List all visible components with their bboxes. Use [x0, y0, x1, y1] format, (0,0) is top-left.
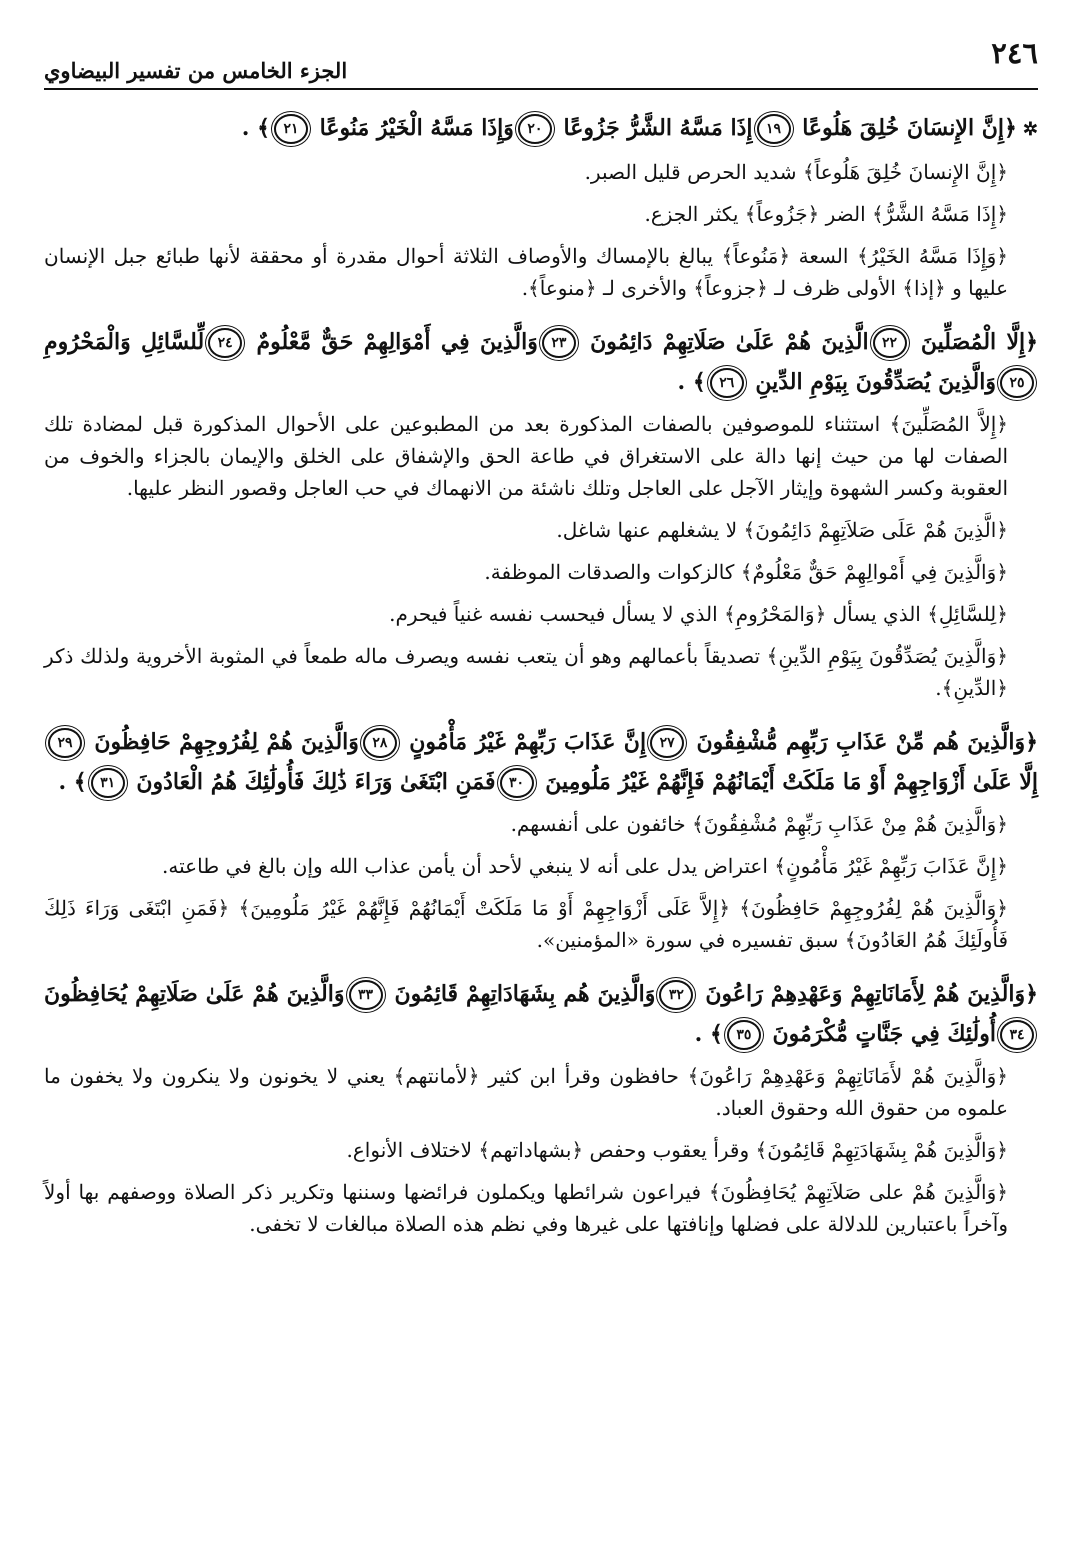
- commentary-paragraph: ﴿إِنَّ الإِنسانَ خُلِقَ هَلُوعاً﴾ شديد الحرص قليل الصبر.: [584, 160, 1008, 184]
- commentary-paragraph: ﴿وَالَّذِينَ فِي أَمْوالِهِمْ حَقٌّ مَعْلُومٌ﴾ كالزكوات والصدقات الموظفة.: [484, 560, 1008, 584]
- verse-text: إِلَّا عَلَىٰ أَزْوَاجِهِمْ أَوْ مَا مَلَكَتْ أَيْمَانُهُمْ فَإِنَّهُمْ غَيْرُ مَلُومِينَ: [537, 769, 1038, 795]
- commentary-paragraph: ﴿الَّذِينَ هُمْ عَلَى صَلاَتِهِمْ دَائِمُونَ﴾ لا يشغلهم عنها شاغل.: [556, 518, 1008, 542]
- verse-text: ﴾ .: [58, 769, 87, 795]
- ayah-number-marker: ٢٤: [208, 328, 242, 358]
- verse-text: ﴿إِنَّ الإِنسَانَ خُلِقَ هَلُوعًا: [794, 115, 1017, 141]
- verse-text: ﴾ .: [677, 369, 706, 395]
- commentary-paragraph: ﴿وَالَّذِينَ هُمْ بِشَهَادَتِهِمْ قَائِمُونَ﴾ وقرأ يعقوب وحفص ﴿بشهاداتهم﴾ لاختلاف الأنواع.: [346, 1138, 1008, 1162]
- ayah-number-marker: ٢٦: [710, 368, 744, 398]
- ayah-number-marker: ٣٥: [727, 1020, 761, 1050]
- page-body: [44, 108, 1038, 1240]
- verse-text: ﴿وَالَّذِينَ هُم مِّنْ عَذَابِ رَبِّهِم مُّشْفِقُونَ: [688, 729, 1038, 755]
- verse-text: لِّلسَّائِلِ وَالْمَحْرُومِ: [44, 329, 205, 355]
- commentary-paragraph: ﴿إِنَّ عَذَابَ رَبِّهِمْ غَيْرُ مَأْمُونٍ﴾ اعتراض يدل على أنه لا ينبغي لأحد أن يأمن عذاب الله وإن بالغ في طاعته.: [162, 854, 1008, 878]
- verse-text: الَّذِينَ هُمْ عَلَىٰ صَلَاتِهِمْ دَائِمُونَ: [579, 329, 869, 355]
- ayah-number-marker: ٢٨: [363, 728, 397, 758]
- verse-text: وَالَّذِينَ فِي أَمْوَالِهِمْ حَقٌّ مَّعْلُومٌ: [246, 329, 538, 355]
- verse-text: ﴾ .: [694, 1021, 723, 1047]
- ayah-number-marker: ١٩: [757, 114, 791, 144]
- verse-text: وَإِذَا مَسَّهُ الْخَيْرُ مَنُوعًا: [311, 115, 514, 141]
- ayah-number-marker: ٢٠: [518, 114, 552, 144]
- quran-verse-block: [44, 722, 1038, 802]
- verse-text: إِنَّ عَذَابَ رَبِّهِمْ غَيْرُ مَأْمُونٍ: [400, 729, 647, 755]
- ayah-number-marker: ٢٥: [1000, 368, 1034, 398]
- verse-text: أُولَٰئِكَ فِي جَنَّاتٍ مُّكْرَمُونَ: [764, 1021, 996, 1047]
- running-title: الجزء الخامس من تفسير البيضاوي: [44, 58, 348, 83]
- commentary-paragraph: ﴿وَالَّذِينَ يُصَدِّقُونَ بِيَوْمِ الدِّينِ﴾ تصديقاً بأعمالهم وهو أن يتعب نفسه ويصرف ماله طمعاً في المثوبة الأخروية ولذلك ذكر ﴿الدِّينِ﴾.: [44, 644, 1008, 700]
- commentary-paragraph: ﴿إِلاَّ المُصَلِّينَ﴾ استثناء للموصوفين بالصفات المذكورة بعد من المطبوعين على الأحوال المذكورة قبل لمضادة تلك الصفات لها من حيث إنها دالة على الاستغراق في طاعة الحق والإشفاق على الخلق والإيمان بالجزاء والخوف من العقوبة وكسر الشهوة وإيثار الآجل على العاجل وتلك ناشئة من الانهماك في حب العاجل وقصور النظر عليها.: [44, 412, 1009, 500]
- verse-text: وَالَّذِينَ هُمْ عَلَىٰ صَلَاتِهِمْ يُحَافِظُونَ: [44, 981, 345, 1007]
- verse-text: فَمَنِ ابْتَغَىٰ وَرَاءَ ذَٰلِكَ فَأُولَٰئِكَ هُمُ الْعَادُونَ: [128, 769, 496, 795]
- commentary-paragraph: ﴿وَالَّذِينَ هُمْ لِفُرُوجِهِمْ حَافِظُونَ﴾ ﴿إِلاَّ عَلَى أَزْوَاجِهِمْ أَوْ مَا مَلَكَتْ أَيْمَانُهُمْ فَإِنَّهُمْ غَيْرُ مَلُومِينَ﴾ ﴿فَمَنِ ابْتَغَى وَرَاءَ ذَلِكَ فَأُولَئِكَ هُمُ العَادُونَ﴾ سبق تفسيره في سورة «المؤمنين».: [44, 896, 1008, 952]
- verse-text: إِذَا مَسَّهُ الشَّرُّ جَزُوعًا: [555, 115, 753, 141]
- commentary-paragraph: ﴿لِلسَّائِلِ﴾ الذي يسأل ﴿وَالمَحْرُومِ﴾ الذي لا يسأل فيحسب نفسه غنياً فيحرم.: [389, 602, 1008, 626]
- ayah-number-marker: ٢١: [274, 114, 308, 144]
- section-star-icon: ✲: [1022, 119, 1038, 140]
- quran-verse-block: [44, 108, 1038, 150]
- verse-text: ﴿إِلَّا الْمُصَلِّينَ: [910, 329, 1038, 355]
- quran-verse-block: [44, 322, 1038, 402]
- ayah-number-marker: ٢٧: [650, 728, 684, 758]
- quran-verse-block: [44, 974, 1038, 1054]
- ayah-number-marker: ٢٣: [542, 328, 576, 358]
- ayah-number-marker: ٣٢: [659, 980, 693, 1010]
- verse-text: وَالَّذِينَ يُصَدِّقُونَ بِيَوْمِ الدِّينِ: [747, 369, 996, 395]
- commentary-paragraph: ﴿وَالَّذِينَ هُمْ مِنْ عَذَابِ رَبِّهِمْ مُشْفِقُونَ﴾ خائفون على أنفسهم.: [510, 812, 1008, 836]
- verse-text: وَالَّذِينَ هُم بِشَهَادَاتِهِمْ قَائِمُونَ: [386, 981, 656, 1007]
- verse-text: ﴾ .: [241, 115, 270, 141]
- ayah-number-marker: ٢٢: [873, 328, 907, 358]
- page-header: [44, 32, 1038, 90]
- commentary-paragraph: ﴿وَالَّذِينَ هُمْ لأَمَانَاتِهِمْ وَعَهْدِهِمْ رَاعُونَ﴾ حافظون وقرأ ابن كثير ﴿لأمانتهم﴾ يعني لا يخونون ولا ينكرون ولا يخفون ما علموه من حقوق الله وحقوق العباد.: [44, 1064, 1009, 1120]
- ayah-number-marker: ٣٠: [500, 768, 534, 798]
- ayah-number-marker: ٣٤: [1000, 1020, 1034, 1050]
- commentary-paragraph: ﴿إِذَا مَسَّهُ الشَّرُّ﴾ الضر ﴿جَزُوعاً﴾ يكثر الجزع.: [644, 202, 1008, 226]
- ayah-number-marker: ٣٣: [349, 980, 383, 1010]
- verse-text: وَالَّذِينَ هُمْ لِفُرُوجِهِمْ حَافِظُونَ: [86, 729, 359, 755]
- commentary-paragraph: ﴿وَالَّذِينَ هُمْ على صَلاَتِهِمْ يُحَافِظُونَ﴾ فيراعون شرائطها ويكملون فرائضها وسننها وتكرير ذكر الصلاة ووصفهم بها أولاً وآخراً باعتبارين للدلالة على فضلها وإنافتها على غيرها وفي نظم هذه الصلاة مبالغات لا تخفى.: [44, 1180, 1008, 1236]
- page-number: ٢٤٦: [991, 36, 1038, 70]
- ayah-number-marker: ٢٩: [48, 728, 82, 758]
- commentary-paragraph: ﴿وَإِذَا مَسَّهُ الخَيْرُ﴾ السعة ﴿مَنُوعاً﴾ يبالغ بالإمساك والأوصاف الثلاثة أحوال مقدرة أو محققة لأنها طبائع جبل الإنسان عليها و ﴿إذا﴾ الأولى ظرف لـ ﴿جزوعاً﴾ والأخرى لـ ﴿منوعاً﴾.: [44, 244, 1008, 300]
- ayah-number-marker: ٣١: [91, 768, 125, 798]
- verse-text: ﴿وَالَّذِينَ هُمْ لِأَمَانَاتِهِمْ وَعَهْدِهِمْ رَاعُونَ: [697, 981, 1038, 1007]
